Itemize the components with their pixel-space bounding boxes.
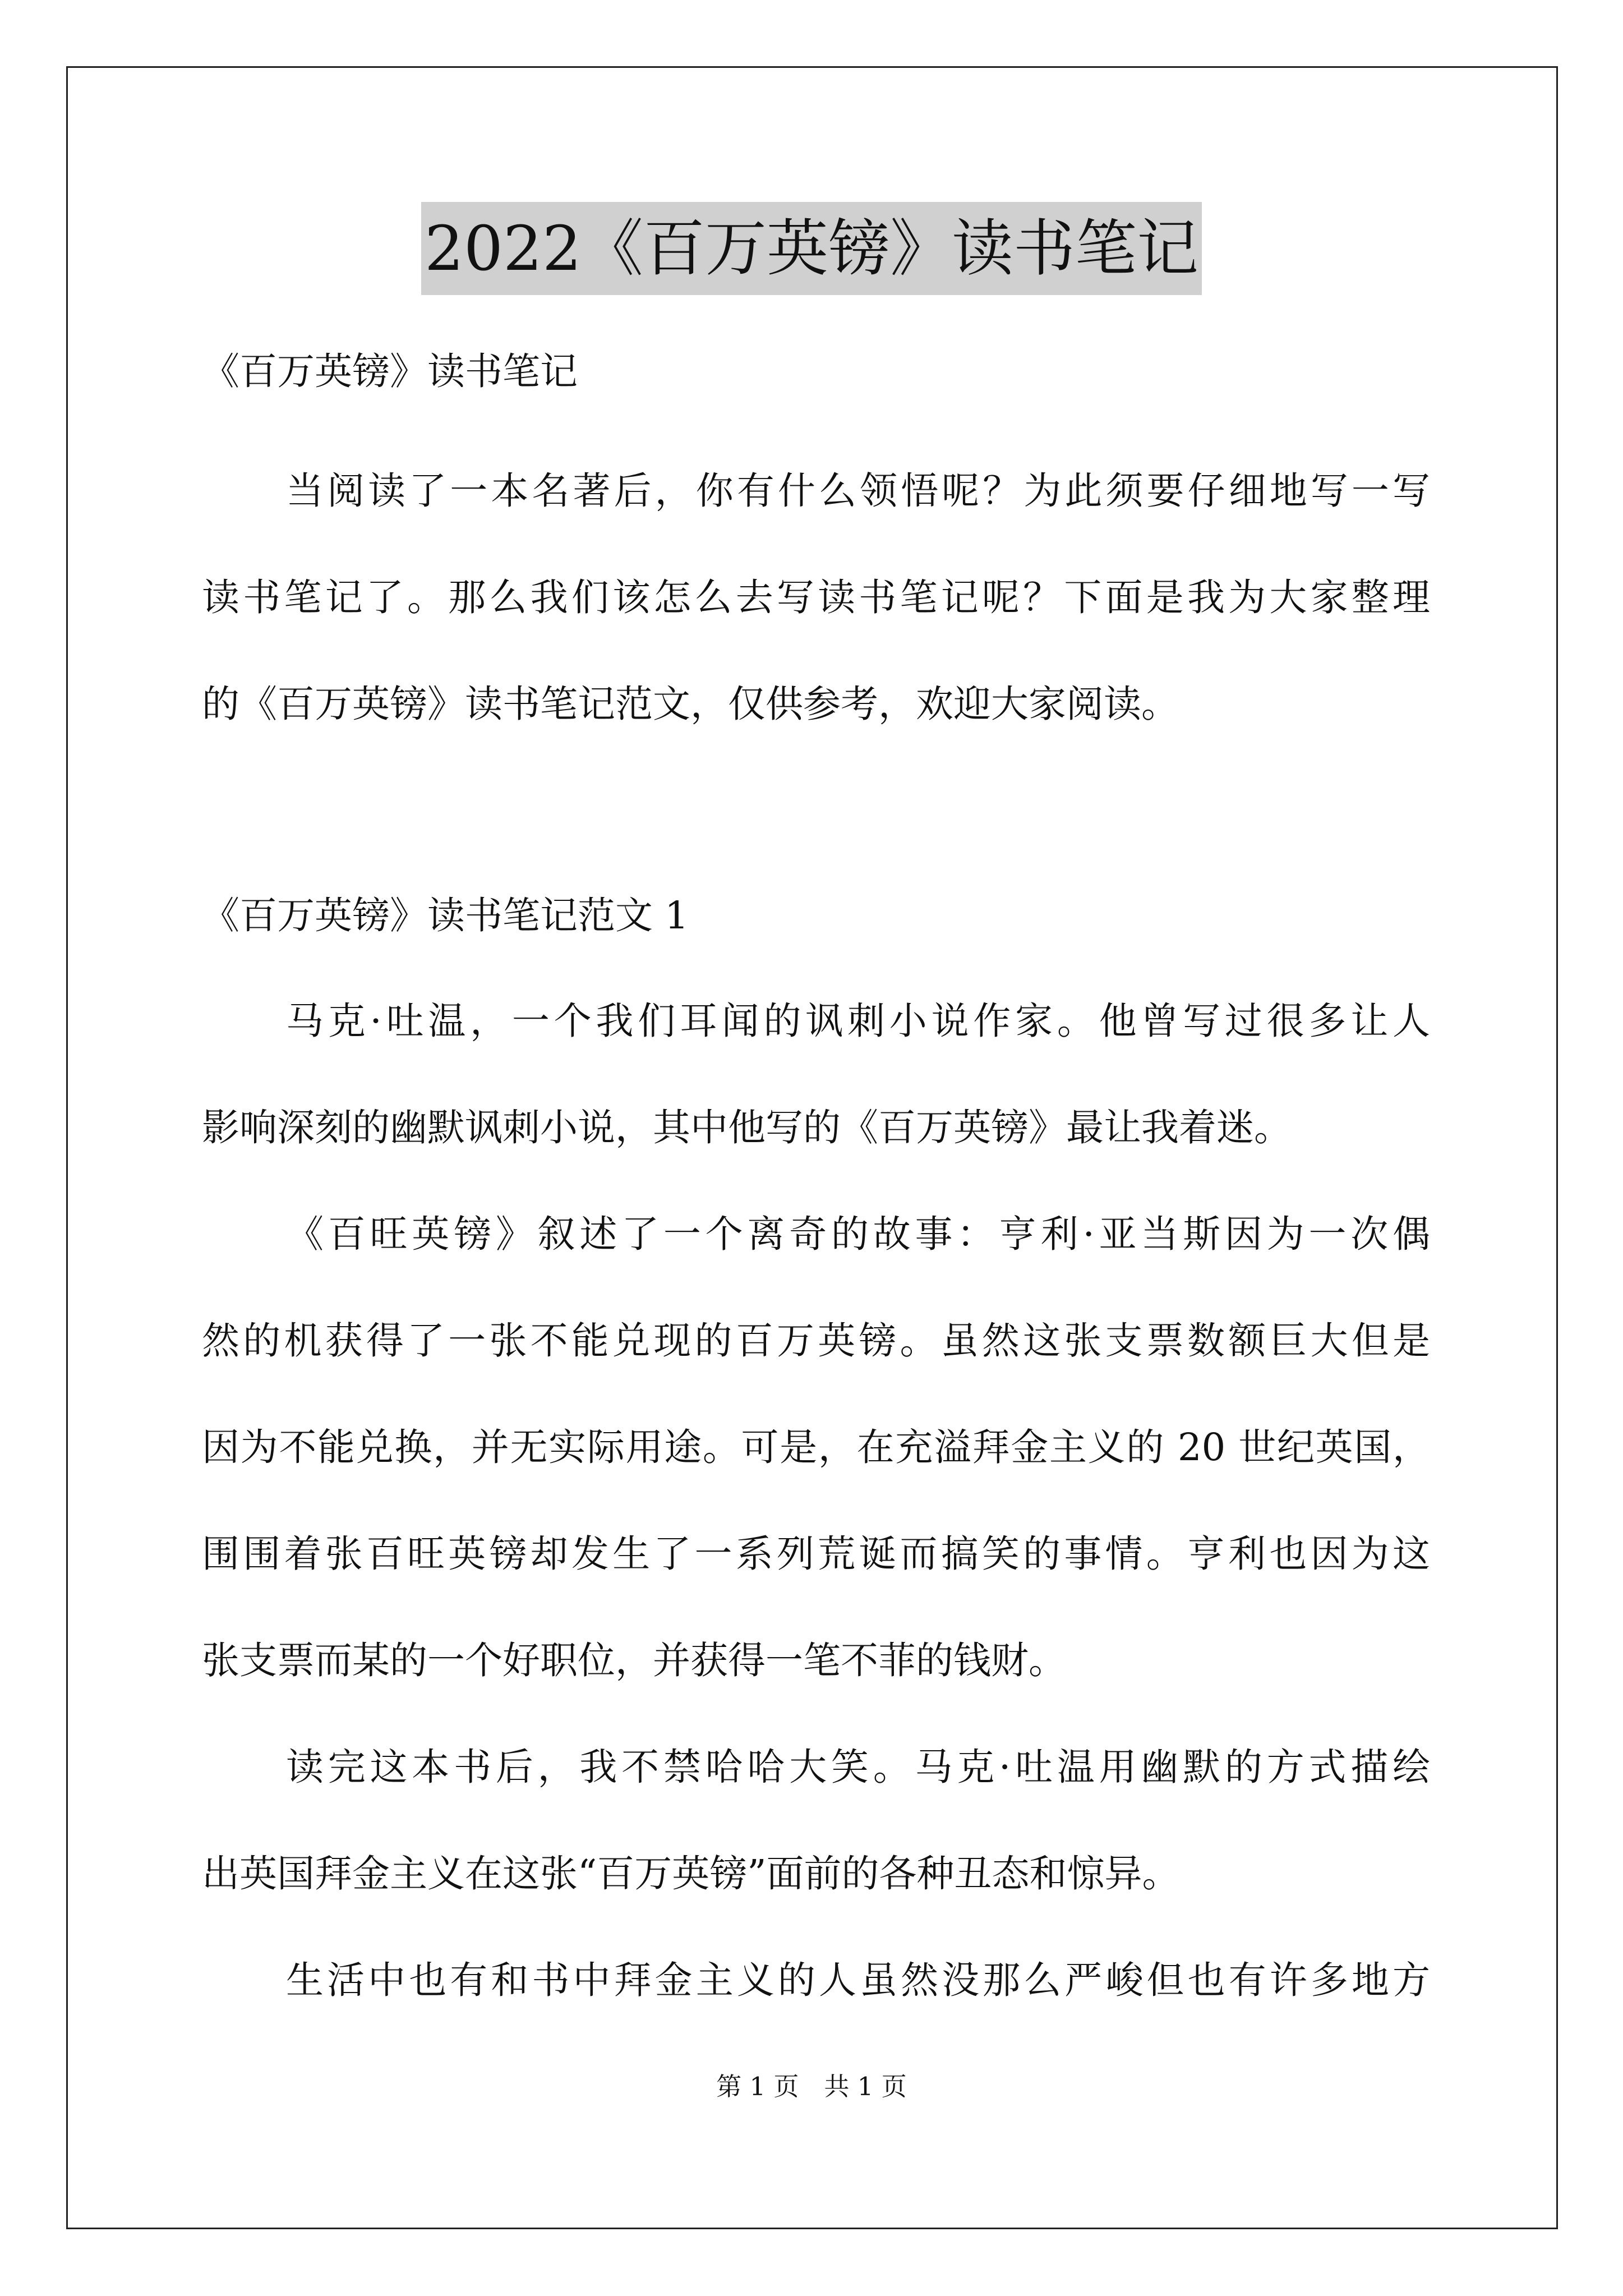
para2-line-5: 张支票而某的一个好职位，并获得一笔不菲的钱财。 <box>202 1639 1066 1682</box>
para1-line-1: 马克·吐温，一个我们耳闻的讽刺小说作家。他曾写过很多让人 <box>286 999 1430 1043</box>
document-subtitle: 《百万英镑》读书笔记 <box>202 349 578 393</box>
intro-line-3: 的《百万英镑》读书笔记范文，仅供参考，欢迎大家阅读。 <box>202 682 1179 726</box>
page-footer: 第 1 页 共 1 页 <box>716 2072 907 2101</box>
para1-line-2: 影响深刻的幽默讽刺小说，其中他写的《百万英镑》最让我着迷。 <box>202 1106 1292 1149</box>
para2-line-2: 然的机获得了一张不能兑现的百万英镑。虽然这张支票数额巨大但是 <box>202 1319 1430 1363</box>
para2-line-4: 围围着张百旺英镑却发生了一系列荒诞而搞笑的事情。亨利也因为这 <box>202 1532 1430 1576</box>
section-heading: 《百万英镑》读书笔记范文 1 <box>202 894 689 937</box>
document-title: 2022《百万英镑》读书笔记 <box>421 202 1202 295</box>
para3-line-2: 出英国拜金主义在这张“百万英镑”面前的各种丑态和惊异。 <box>202 1852 1180 1895</box>
intro-line-2: 读书笔记了。那么我们该怎么去写读书笔记呢？下面是我为大家整理 <box>202 576 1430 619</box>
para4-line-1: 生活中也有和书中拜金主义的人虽然没那么严峻但也有许多地方 <box>286 1958 1430 2002</box>
paragraph-2 <box>202 1181 1430 1714</box>
intro-paragraph <box>202 438 1430 757</box>
paragraph-3 <box>202 1714 1430 1927</box>
paragraph-1 <box>202 968 1430 1181</box>
para2-line-3: 因为不能兑换，并无实际用途。可是，在充溢拜金主义的 20 世纪英国， <box>202 1425 1430 1469</box>
para2-line-1: 《百旺英镑》叙述了一个离奇的故事：亨利·亚当斯因为一次偶 <box>286 1212 1430 1256</box>
para3-line-1: 读完这本书后，我不禁哈哈大笑。马克·吐温用幽默的方式描绘 <box>286 1745 1430 1789</box>
paragraph-4 <box>202 1927 1430 2033</box>
intro-line-1: 当阅读了一本名著后，你有什么领悟呢？为此须要仔细地写一写 <box>286 469 1430 513</box>
title-container <box>0 202 1623 295</box>
